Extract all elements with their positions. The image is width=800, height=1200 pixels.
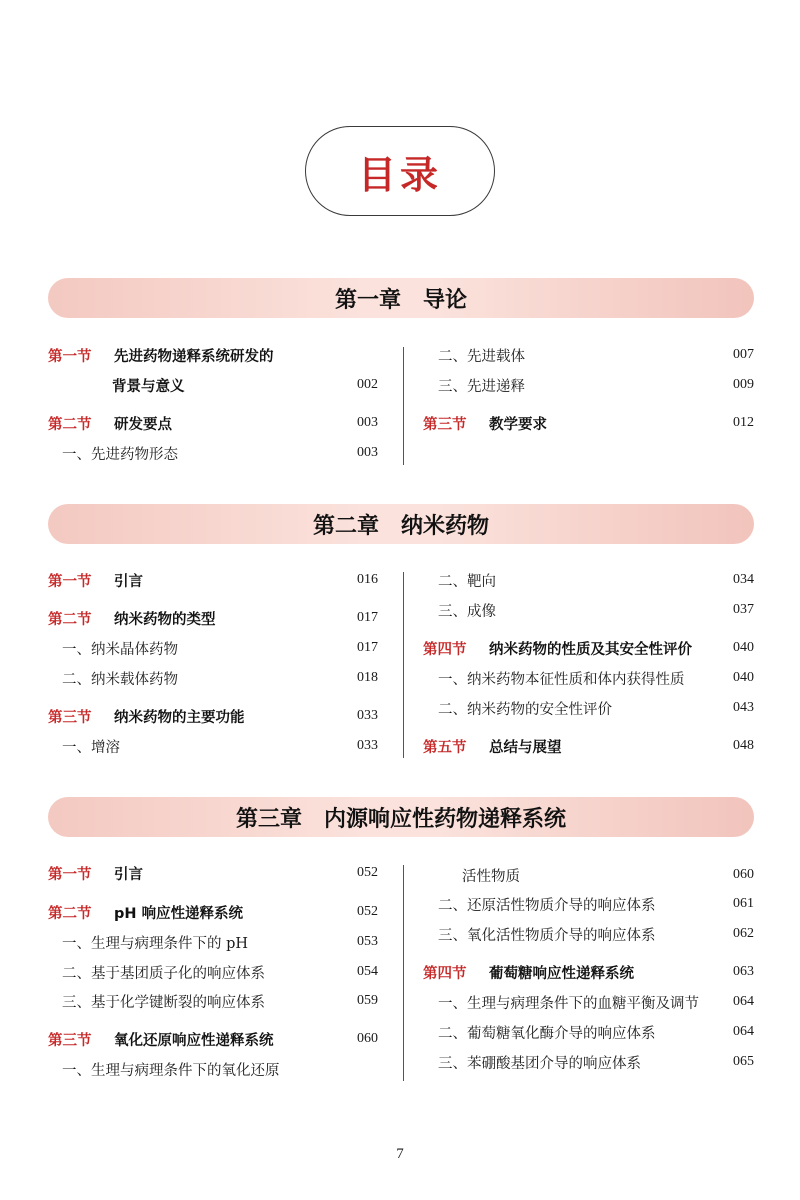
page-ref: 043 [733, 700, 754, 715]
page-ref: 061 [733, 896, 754, 911]
toc-entry[interactable] [423, 735, 562, 757]
page-number: 7 [396, 1146, 404, 1162]
subsection-title: 一、生理与病理条件下的 pH [62, 935, 249, 952]
subsection-title: 一、增溶 [62, 739, 120, 756]
page-ref: 054 [357, 964, 378, 979]
toc-entry[interactable] [438, 344, 525, 366]
toc-entry[interactable] [62, 637, 178, 659]
page-ref: 062 [733, 926, 754, 941]
page-ref: 060 [357, 1031, 378, 1046]
page-ref: 003 [357, 445, 378, 460]
toc-entry[interactable] [438, 697, 612, 719]
subsection-title: 一、先进药物形态 [62, 446, 178, 463]
subsection-title: 三、先进递释 [438, 378, 525, 395]
page-ref: 034 [733, 572, 754, 587]
toc-entry[interactable] [62, 667, 178, 689]
entry-title-continued: 背景与意义 [112, 378, 185, 395]
section-title: 引言 [114, 573, 143, 590]
toc-entry[interactable] [48, 705, 245, 727]
toc-entry[interactable] [462, 864, 520, 886]
section-number: 第四节 [423, 641, 467, 658]
page-ref: 037 [733, 602, 754, 617]
section-number: 第一节 [48, 348, 92, 365]
toc-entry[interactable] [423, 637, 692, 659]
page-ref: 064 [733, 1024, 754, 1039]
toc-entry[interactable] [438, 569, 496, 591]
subsection-title: 三、成像 [438, 603, 496, 620]
section-title: 总结与展望 [489, 739, 562, 756]
toc-entry[interactable] [48, 569, 143, 591]
entry-title-continued: 活性物质 [462, 868, 520, 885]
subsection-title: 一、生理与病理条件下的氧化还原 [62, 1062, 280, 1079]
toc-entry[interactable] [438, 374, 525, 396]
page-ref: 052 [357, 865, 378, 880]
toc-entry[interactable] [62, 961, 265, 983]
toc-entry[interactable] [48, 862, 143, 884]
page-ref: 052 [357, 904, 378, 919]
page-ref: 012 [733, 415, 754, 430]
toc-entry[interactable] [48, 412, 172, 434]
subsection-title: 二、基于基团质子化的响应体系 [62, 965, 265, 982]
subsection-title: 一、生理与病理条件下的血糖平衡及调节 [438, 995, 699, 1012]
chapter-title: 第一章 导论 [334, 286, 467, 313]
chapter-title: 第二章 纳米药物 [312, 512, 489, 539]
toc-entry[interactable] [438, 991, 699, 1013]
page-ref: 017 [357, 640, 378, 655]
toc-entry[interactable] [112, 374, 185, 396]
toc-entry[interactable] [438, 1051, 641, 1073]
section-title: 引言 [114, 866, 143, 883]
section-title: 氧化还原响应性递释系统 [114, 1032, 274, 1049]
section-title: 纳米药物的性质及其安全性评价 [489, 641, 692, 658]
page-ref: 059 [357, 993, 378, 1008]
page-ref: 040 [733, 670, 754, 685]
subsection-title: 二、纳米药物的安全性评价 [438, 701, 612, 718]
page-ref: 017 [357, 610, 378, 625]
section-title: 纳米药物的类型 [114, 611, 216, 628]
subsection-title: 二、靶向 [438, 573, 496, 590]
toc-entry[interactable] [438, 893, 656, 915]
toc-entry[interactable] [423, 412, 547, 434]
subsection-title: 二、先进载体 [438, 348, 525, 365]
section-number: 第三节 [48, 709, 92, 726]
toc-entry[interactable] [438, 1021, 656, 1043]
page-ref: 007 [733, 347, 754, 362]
section-number: 第三节 [423, 416, 467, 433]
page-ref: 016 [357, 572, 378, 587]
subsection-title: 二、葡萄糖氧化酶介导的响应体系 [438, 1025, 656, 1042]
toc-entry[interactable] [423, 961, 634, 983]
toc-title-frame [305, 126, 495, 216]
section-title: pH 响应性递释系统 [114, 905, 244, 922]
toc-entry[interactable] [438, 599, 496, 621]
page-ref: 018 [357, 670, 378, 685]
page-ref: 053 [357, 934, 378, 949]
page-ref: 003 [357, 415, 378, 430]
section-number: 第四节 [423, 965, 467, 982]
toc-entry[interactable] [62, 442, 178, 464]
section-number: 第五节 [423, 739, 467, 756]
section-title: 纳米药物的主要功能 [114, 709, 245, 726]
page-ref: 009 [733, 377, 754, 392]
section-title: 先进药物递释系统研发的 [114, 348, 274, 365]
column-divider [403, 572, 404, 758]
toc-entry[interactable] [62, 1058, 280, 1080]
page-ref: 002 [357, 377, 378, 392]
toc-entry[interactable] [62, 735, 120, 757]
toc-entry[interactable] [438, 923, 656, 945]
subsection-title: 二、纳米载体药物 [62, 671, 178, 688]
page-ref: 033 [357, 708, 378, 723]
column-divider [403, 865, 404, 1081]
toc-entry[interactable] [48, 607, 216, 629]
toc-title: 目录 [357, 152, 442, 197]
section-title: 研发要点 [114, 416, 172, 433]
chapter-band [48, 797, 754, 837]
toc-entry[interactable] [62, 990, 265, 1012]
page-ref: 040 [733, 640, 754, 655]
section-number: 第二节 [48, 611, 92, 628]
page-ref: 033 [357, 738, 378, 753]
section-number: 第二节 [48, 416, 92, 433]
page-ref: 063 [733, 964, 754, 979]
page-ref: 065 [733, 1054, 754, 1069]
toc-entry[interactable] [62, 931, 248, 953]
toc-entry[interactable] [438, 667, 685, 689]
page-ref: 064 [733, 994, 754, 1009]
section-number: 第一节 [48, 866, 92, 883]
subsection-title: 二、还原活性物质介导的响应体系 [438, 897, 656, 914]
subsection-title: 一、纳米晶体药物 [62, 641, 178, 658]
page-ref: 048 [733, 738, 754, 753]
section-number: 第二节 [48, 905, 92, 922]
column-divider [403, 347, 404, 465]
chapter-band [48, 504, 754, 544]
chapter-band [48, 278, 754, 318]
toc-entry[interactable] [48, 344, 274, 366]
page-ref: 060 [733, 867, 754, 882]
toc-entry[interactable] [48, 1028, 274, 1050]
subsection-title: 三、基于化学键断裂的响应体系 [62, 994, 265, 1011]
section-number: 第三节 [48, 1032, 92, 1049]
section-title: 葡萄糖响应性递释系统 [489, 965, 634, 982]
chapter-title: 第三章 内源响应性药物递释系统 [235, 805, 566, 832]
section-number: 第一节 [48, 573, 92, 590]
toc-entry[interactable] [48, 901, 243, 923]
subsection-title: 三、苯硼酸基团介导的响应体系 [438, 1055, 641, 1072]
subsection-title: 三、氧化活性物质介导的响应体系 [438, 927, 656, 944]
section-title: 教学要求 [489, 416, 547, 433]
subsection-title: 一、纳米药物本征性质和体内获得性质 [438, 671, 685, 688]
